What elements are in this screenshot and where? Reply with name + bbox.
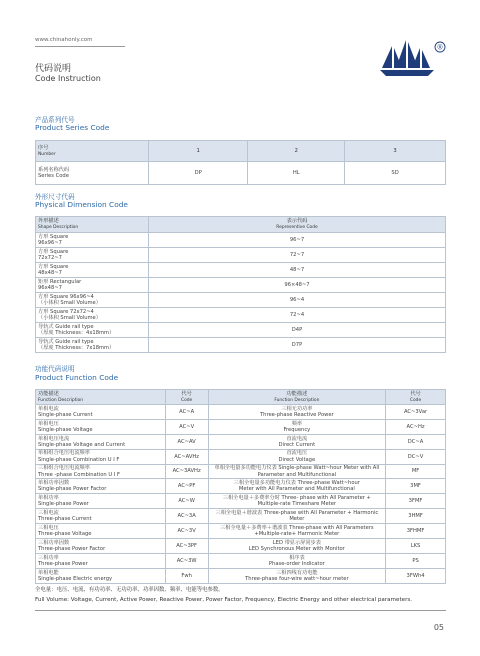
left-desc-en: Single-phase Combination U I F bbox=[38, 456, 120, 463]
shape-description-header: 外形描述 Shape Description bbox=[36, 217, 149, 233]
left-function-code: AC~AVHz bbox=[165, 449, 208, 464]
shape-line-1: 方形 Square bbox=[38, 248, 69, 255]
left-function-desc bbox=[36, 539, 166, 554]
left-function-code: AC~3A bbox=[165, 509, 208, 524]
shape-line-2: 72x72~7 bbox=[38, 255, 62, 261]
left-function-desc bbox=[36, 449, 166, 464]
function-row bbox=[36, 434, 446, 449]
right-desc-line-1: LED 带显示屏同步表 bbox=[272, 539, 321, 546]
right-desc-line-1: 单相全电量多功能电力仪表 Single-phase Watt~hour Meter with All bbox=[214, 465, 380, 472]
right-desc-line-2: +Multiple-rate+ Harmonic Meter bbox=[254, 531, 340, 538]
right-function-desc bbox=[208, 434, 385, 449]
shape-line-2: （厚度 Thickness：7x18mm） bbox=[38, 345, 115, 351]
right-function-code: MF bbox=[386, 464, 446, 479]
function-row bbox=[36, 524, 446, 539]
shape-description-cell bbox=[36, 308, 149, 323]
right-function-desc bbox=[208, 494, 385, 509]
left-desc-cn: 三相电压 bbox=[38, 524, 59, 531]
page-title-cn: 代码说明 bbox=[35, 64, 72, 74]
left-desc-cn: 单相组合电压电流频率 bbox=[38, 450, 90, 457]
left-desc-en: Single-phase Voltage and Current bbox=[38, 441, 126, 448]
shape-line-1: 方形 Square bbox=[38, 233, 69, 240]
right-function-desc bbox=[208, 479, 385, 494]
right-desc-line-1: 三相全电量＋谐波表 Three-phase with All Parameter + Harmonic bbox=[215, 510, 379, 517]
right-desc-line-2: Phase-order Indicator bbox=[268, 560, 325, 567]
left-desc-cn: 单相电流 bbox=[38, 405, 59, 412]
dimension-code-cell: 96~7 bbox=[149, 233, 446, 248]
left-desc-en: Single-phase Power Factor bbox=[38, 486, 107, 493]
dimension-table bbox=[35, 216, 446, 353]
page-title-en: Code Instruction bbox=[35, 74, 101, 83]
function-row bbox=[36, 405, 446, 420]
right-desc-line-2: Direct Voltage bbox=[278, 456, 316, 463]
shape-description-cell bbox=[36, 338, 149, 353]
left-desc-en: Three-phase Voltage bbox=[38, 531, 92, 538]
right-function-code: DC~A bbox=[386, 434, 446, 449]
shape-line-2: 48x48~7 bbox=[38, 270, 62, 276]
shape-line-1: 方形 Square 96x96~4 bbox=[38, 293, 94, 300]
function-row bbox=[36, 449, 446, 464]
series-code-hl: HL bbox=[248, 162, 345, 185]
function-row bbox=[36, 464, 446, 479]
right-desc-line-1: 三相全电量＋多费率＋谐波表 Three-phase with All Parameters bbox=[220, 524, 374, 531]
function-desc-header-left: 功能描述 Function Description bbox=[36, 390, 166, 405]
right-desc-line-1: 相序表 bbox=[289, 554, 305, 561]
dimension-code-cell: 72~4 bbox=[149, 308, 446, 323]
shape-description-cell bbox=[36, 278, 149, 293]
right-desc-line-1: 直流电流 bbox=[286, 435, 308, 442]
left-desc-cn: 单相电压电流 bbox=[38, 435, 70, 442]
full-volume-note-cn: 全电量：电压、电流、有功功率、无功功率、功率因数、频率、电能等电参数。 bbox=[35, 587, 224, 593]
right-desc-line-2: Meter bbox=[289, 516, 305, 523]
shape-line-2: 96x96~7 bbox=[38, 240, 62, 246]
left-function-desc bbox=[36, 509, 166, 524]
dimension-rows bbox=[36, 233, 446, 353]
series-table bbox=[35, 140, 446, 185]
right-function-code: 3FHMF bbox=[386, 524, 446, 539]
left-desc-en: Three-phase Power bbox=[38, 560, 88, 567]
left-function-desc bbox=[36, 405, 166, 420]
left-desc-cn: 单相功率 bbox=[38, 495, 59, 502]
right-desc-line-1: 三相全电量多功能电力仪表 Three-phase Watt~hour bbox=[233, 480, 360, 487]
dimension-code-cell: 48~7 bbox=[149, 263, 446, 278]
right-function-code: 3HMF bbox=[386, 509, 446, 524]
dimension-code-cell: D4P bbox=[149, 323, 446, 338]
dimension-row bbox=[36, 293, 446, 308]
left-desc-en: Single-phase Voltage bbox=[38, 426, 93, 433]
function-row bbox=[36, 568, 446, 583]
left-function-desc bbox=[36, 479, 166, 494]
series-title-en: Product Series Code bbox=[35, 123, 110, 132]
left-desc-en: Single-phase Current bbox=[38, 411, 93, 418]
series-code-label: 系列名称代码 Series Code bbox=[36, 162, 149, 185]
page-number: 05 bbox=[433, 623, 444, 632]
right-desc-line-1: 直流电压 bbox=[286, 450, 308, 457]
sailboat-logo-icon bbox=[378, 38, 446, 82]
header-divider bbox=[35, 46, 125, 47]
left-function-desc bbox=[36, 419, 166, 434]
full-volume-note-en: Full Volume: Voltage, Current, Active Power, Reactive Power, Power Factor, Frequency, Electric Energy and other electrical parameters. bbox=[35, 597, 413, 603]
left-function-code: Fwh bbox=[165, 568, 208, 583]
right-desc-line-2: LED Synchronous Meter with Monitor bbox=[248, 545, 345, 552]
right-desc-line-1: 三相四线有功电能 bbox=[276, 569, 318, 576]
right-desc-line-1: 三相无功功率 bbox=[281, 405, 313, 412]
right-desc-line-2: Direct Current bbox=[278, 441, 316, 448]
right-desc-line-2: Three-phase four-wire watt~hour meter bbox=[245, 575, 349, 582]
right-function-desc bbox=[208, 419, 385, 434]
left-function-desc bbox=[36, 568, 166, 583]
shape-description-cell bbox=[36, 293, 149, 308]
right-desc-line-2: Frequency bbox=[283, 426, 311, 433]
shape-line-2: （小体积 Small Volume） bbox=[38, 315, 101, 321]
dimension-header-row bbox=[36, 217, 446, 233]
left-function-code: AC~V bbox=[165, 419, 208, 434]
left-desc-en: Three-phase Power Factor bbox=[38, 545, 106, 552]
left-desc-cn: 三相组合电压电流频率 bbox=[38, 465, 90, 472]
right-desc-line-2: Parameter and Multifunctional bbox=[257, 471, 337, 478]
dimension-title-cn: 外形尺寸代码 bbox=[35, 193, 75, 201]
right-desc-line-2: Multiple-rate Timeshare Meter bbox=[257, 501, 337, 508]
left-desc-cn: 三相电流 bbox=[38, 510, 59, 517]
dimension-row bbox=[36, 248, 446, 263]
right-function-code: AC~Hz bbox=[386, 419, 446, 434]
footer-divider bbox=[35, 610, 446, 611]
left-desc-cn: 单相电压 bbox=[38, 420, 59, 427]
shape-line-1: 方形 Square bbox=[38, 263, 69, 270]
left-function-code: AC~3W bbox=[165, 553, 208, 568]
shape-line-2: （厚度 Thickness：4x18mm） bbox=[38, 330, 115, 336]
shape-description-cell bbox=[36, 263, 149, 278]
shape-line-1: 方形 Square 72x72~4 bbox=[38, 308, 94, 315]
left-function-desc bbox=[36, 524, 166, 539]
function-rows bbox=[36, 405, 446, 584]
shape-line-2: 96x48~7 bbox=[38, 285, 62, 291]
registered-mark: ® bbox=[436, 43, 444, 52]
left-function-code: AC~3PF bbox=[165, 539, 208, 554]
function-code-header-right: 代号 Code bbox=[386, 390, 446, 405]
left-function-desc bbox=[36, 553, 166, 568]
right-function-desc bbox=[208, 553, 385, 568]
left-function-desc bbox=[36, 434, 166, 449]
shape-description-cell bbox=[36, 323, 149, 338]
left-function-desc bbox=[36, 494, 166, 509]
series-title-cn: 产品系列代号 bbox=[35, 116, 75, 124]
right-function-code: AC~3Var bbox=[386, 405, 446, 420]
function-code-header-left: 代号 Code bbox=[165, 390, 208, 405]
right-function-desc bbox=[208, 524, 385, 539]
left-desc-cn: 三相功率因数 bbox=[38, 539, 70, 546]
right-function-code: PS bbox=[386, 553, 446, 568]
series-col-1: 1 bbox=[149, 141, 248, 162]
left-desc-en: Three-phase Current bbox=[38, 516, 92, 523]
right-function-code: 3FWh4 bbox=[386, 568, 446, 583]
left-desc-en: Single-phase Power bbox=[38, 501, 89, 508]
series-code-dp: DP bbox=[149, 162, 248, 185]
dimension-row bbox=[36, 278, 446, 293]
function-desc-header-right: 功能描述 Function Description bbox=[208, 390, 385, 405]
function-row bbox=[36, 494, 446, 509]
series-number-label: 序号 Number bbox=[36, 141, 149, 162]
shape-line-2: （小体积 Small Volume） bbox=[38, 300, 101, 306]
dimension-row bbox=[36, 308, 446, 323]
series-header-row bbox=[36, 141, 446, 162]
right-function-code: LKS bbox=[386, 539, 446, 554]
left-desc-en: Single-phase Electric energy bbox=[38, 575, 113, 582]
left-desc-cn: 三相功率 bbox=[38, 554, 59, 561]
function-row bbox=[36, 539, 446, 554]
dimension-code-cell: D7P bbox=[149, 338, 446, 353]
left-function-code: AC~A bbox=[165, 405, 208, 420]
function-title-en: Product Function Code bbox=[35, 373, 119, 382]
right-function-code: 3FMF bbox=[386, 494, 446, 509]
shape-line-1: 导轨式 Guide rail type bbox=[38, 323, 94, 330]
right-function-desc bbox=[208, 539, 385, 554]
right-desc-line-1: 三相全电量＋多费率分时 Three- phase with All Parameter + bbox=[222, 495, 371, 502]
function-row bbox=[36, 479, 446, 494]
function-title-cn: 功能代码说明 bbox=[35, 365, 75, 373]
left-function-desc bbox=[36, 464, 166, 479]
series-col-2: 2 bbox=[248, 141, 345, 162]
shape-line-1: 导轨式 Guide rail type bbox=[38, 338, 94, 345]
dimension-title-en: Physical Dimension Code bbox=[35, 200, 128, 209]
right-function-desc bbox=[208, 509, 385, 524]
shape-line-1: 矩形 Rectangular bbox=[38, 278, 82, 285]
left-function-code: AC~3AVHz bbox=[165, 464, 208, 479]
dimension-code-cell: 96~4 bbox=[149, 293, 446, 308]
left-function-code: AC~3V bbox=[165, 524, 208, 539]
series-code-row bbox=[36, 162, 446, 185]
right-function-code: 3MF bbox=[386, 479, 446, 494]
right-desc-line-2: Meter with All Parameter and Multifunctional bbox=[238, 486, 355, 493]
left-function-code: AC~AV bbox=[165, 434, 208, 449]
right-function-desc bbox=[208, 568, 385, 583]
dimension-code-cell: 96×48~7 bbox=[149, 278, 446, 293]
dimension-row bbox=[36, 233, 446, 248]
shape-description-cell bbox=[36, 233, 149, 248]
shape-description-cell bbox=[36, 248, 149, 263]
dimension-row bbox=[36, 338, 446, 353]
dimension-row bbox=[36, 263, 446, 278]
right-function-desc bbox=[208, 405, 385, 420]
left-desc-cn: 单相电能 bbox=[38, 569, 59, 576]
right-function-desc bbox=[208, 464, 385, 479]
right-desc-line-1: 频率 bbox=[291, 420, 303, 427]
function-header-row bbox=[36, 390, 446, 405]
right-desc-line-2: Three-phase Reactive Power bbox=[260, 411, 334, 418]
function-row bbox=[36, 509, 446, 524]
left-desc-en: Three -phase Combination U I F bbox=[38, 471, 120, 478]
function-table bbox=[35, 389, 446, 584]
right-function-desc bbox=[208, 449, 385, 464]
left-desc-cn: 单相功率因数 bbox=[38, 480, 70, 487]
left-function-code: AC~W bbox=[165, 494, 208, 509]
function-row bbox=[36, 553, 446, 568]
url-text[interactable]: www.chinahonly.com bbox=[35, 37, 93, 43]
series-col-3: 3 bbox=[345, 141, 446, 162]
representive-code-header: 表示代码 Representive Code bbox=[149, 217, 446, 233]
left-function-code: AC~PF bbox=[165, 479, 208, 494]
dimension-row bbox=[36, 323, 446, 338]
series-code-sd: SD bbox=[345, 162, 446, 185]
function-row bbox=[36, 419, 446, 434]
dimension-code-cell: 72~7 bbox=[149, 248, 446, 263]
right-function-code: DC~V bbox=[386, 449, 446, 464]
